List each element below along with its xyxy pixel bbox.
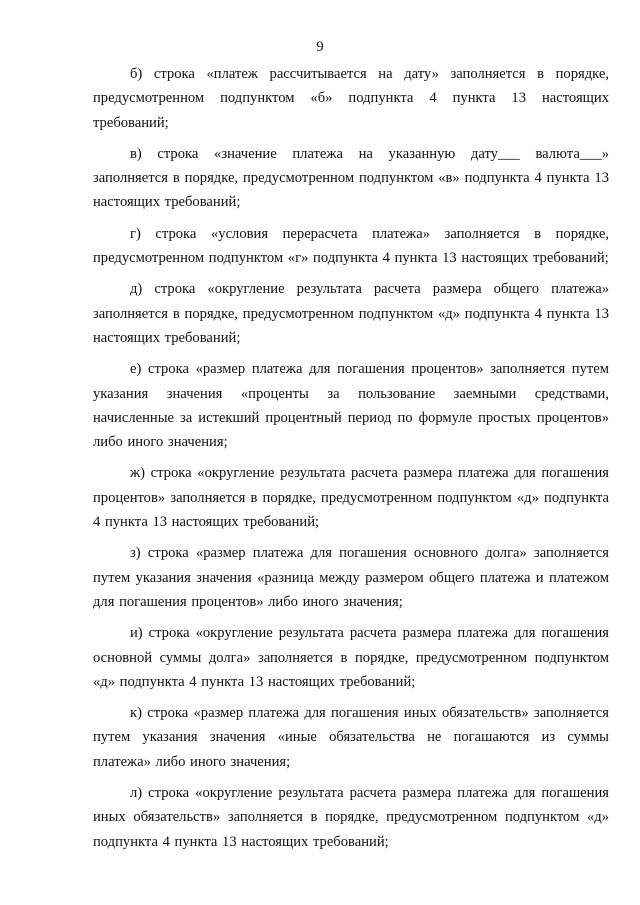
paragraph-g: г) строка «условия перерасчета платежа» заполняется в порядке, предусмотренном подпунктом «г» подпункта 4 пункта 13 настоящих требований;	[93, 225, 609, 267]
paragraph-k: к) строка «размер платежа для погашения иных обязательств» заполняется путем указания значения «иные обязательства не погашаются из суммы платежа» либо иного значения;	[93, 705, 609, 770]
paragraph-zh: ж) строка «округление результата расчета размера платежа для погашения процентов» заполняется в порядке, предусмотренном подпунктом «д» подпункта 4 пункта 13 настоящих требований;	[93, 465, 609, 531]
paragraph-z: з) строка «размер платежа для погашения основного долга» заполняется путем указания значения «разница между размером общего платежа и платежом для погашения процентов» либо иного значения;	[93, 545, 609, 610]
page-number: 9	[316, 39, 324, 55]
paragraph-d: д) строка «округление результата расчета размера общего платежа» заполняется в порядке, предусмотренном подпунктом «д» подпункта 4 пункта 13 настоящих требований;	[93, 281, 609, 346]
paragraph-e: е) строка «размер платежа для погашения процентов» заполняется путем указания значения «проценты за пользование заемными средствами, начисленные за истекший процентный период по формуле простых процентов» либо иного значения;	[93, 361, 609, 451]
paragraph-i: и) строка «округление результата расчета размера платежа для погашения основной суммы долга» заполняется в порядке, предусмотренном подпунктом «д» подпункта 4 пункта 13 настоящих требований;	[93, 625, 609, 690]
document-body	[93, 62, 609, 861]
paragraph-v: в) строка «значение платежа на указанную дату___ валюта___» заполняется в порядке, предусмотренном подпунктом «в» подпункта 4 пункта 13 настоящих требований;	[93, 145, 609, 211]
paragraph-l: л) строка «округление результата расчета размера платежа для погашения иных обязательств» заполняется в порядке, предусмотренном подпунктом «д» подпункта 4 пункта 13 настоящих требований;	[93, 785, 609, 850]
paragraph-b: б) строка «платеж рассчитывается на дату» заполняется в порядке, предусмотренном подпунктом «б» подпункта 4 пункта 13 настоящих требований;	[93, 66, 609, 131]
